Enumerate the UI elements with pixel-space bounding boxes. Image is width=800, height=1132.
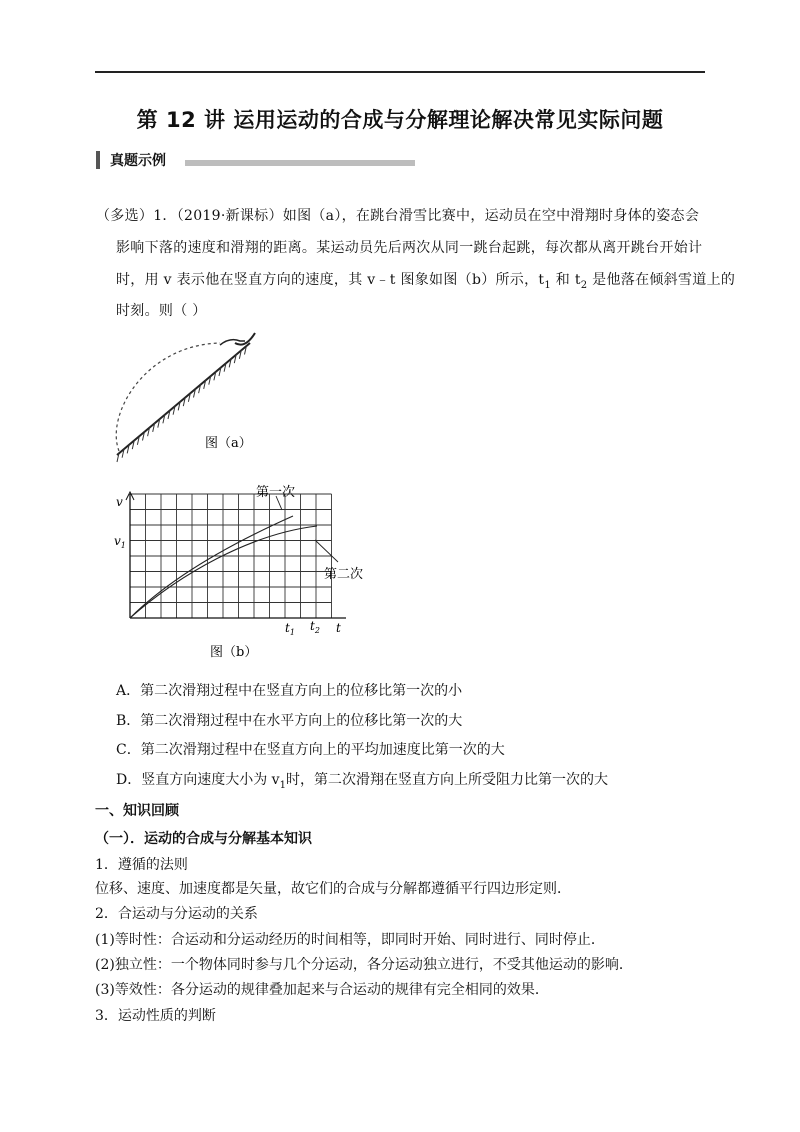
section-title: 真题示例 — [110, 153, 166, 169]
figure-b-caption: 图（b） — [210, 645, 258, 660]
label-first-jump: 第一次 — [256, 485, 296, 500]
option-a[interactable]: A．第二次滑翔过程中在竖直方向上的位移比第一次的小 — [116, 683, 463, 699]
axis-v1-label: $v_1$ — [114, 534, 126, 550]
label-second-jump: 第二次 — [324, 567, 364, 582]
knowledge-item-2-1: (1)等时性：合运动和分运动经历的时间相等，即同时开始、同时进行、同时停止． — [95, 932, 605, 948]
knowledge-item-2-3: (3)等效性：各分运动的规律叠加起来与合运动的规律有完全相同的效果． — [95, 982, 549, 998]
figure-a-caption: 图（a） — [205, 436, 252, 451]
axis-v-label: v — [116, 495, 123, 509]
tick-t1-label: $t_1$ — [285, 621, 295, 637]
knowledge-item-1: 1．遵循的法则 — [95, 857, 188, 873]
question-line-4: 时刻。则（ ） — [116, 303, 207, 319]
option-c[interactable]: C．第二次滑翔过程中在竖直方向上的平均加速度比第一次的大 — [116, 742, 505, 758]
section-heading — [96, 151, 166, 169]
section-underline — [185, 160, 415, 166]
question-line-3: 时，用 v 表示他在竖直方向的速度，其 v﹣t 图象如图（b）所示，$t_1$ 和 $t_2$ 是他落在倾斜雪道上的 — [116, 272, 736, 291]
option-d[interactable]: D．竖直方向速度大小为 $v_1$时，第二次滑翔在竖直方向上所受阻力比第一次的大 — [116, 772, 608, 791]
page-title: 第 12 讲 运用运动的合成与分解理论解决常见实际问题 — [136, 108, 664, 132]
knowledge-item-3: 3．运动性质的判断 — [95, 1008, 216, 1024]
graph-grid — [130, 494, 332, 618]
knowledge-heading: 一、知识回顾 — [95, 803, 179, 819]
tick-t2-label: $t_2$ — [310, 619, 320, 635]
figure-a-ski-slope — [105, 325, 275, 465]
knowledge-item-2-2: (2)独立性：一个物体同时参与几个分运动，各分运动独立进行，不受其他运动的影响． — [95, 957, 633, 973]
question-line-2: 影响下落的速度和滑翔的距离。某运动员先后两次从同一跳台起跳，每次都从离开跳台开始计 — [116, 240, 703, 256]
figure-b-vt-graph — [110, 482, 380, 662]
question-line-1: （多选）1．（2019·新课标）如图（a），在跳台滑雪比赛中，运动员在空中滑翔时身体的姿态会 — [96, 208, 700, 224]
axis-t-label: t — [336, 621, 341, 635]
knowledge-subheading: （一）．运动的合成与分解基本知识 — [95, 831, 312, 847]
knowledge-item-2: 2．合运动与分运动的关系 — [95, 906, 258, 922]
option-b[interactable]: B．第二次滑翔过程中在水平方向上的位移比第一次的大 — [116, 713, 463, 729]
top-rule — [95, 71, 705, 73]
section-bar — [96, 151, 100, 169]
knowledge-item-1-text: 位移、速度、加速度都是矢量，故它们的合成与分解都遵循平行四边形定则． — [95, 881, 571, 897]
curve-second-jump — [130, 526, 317, 618]
